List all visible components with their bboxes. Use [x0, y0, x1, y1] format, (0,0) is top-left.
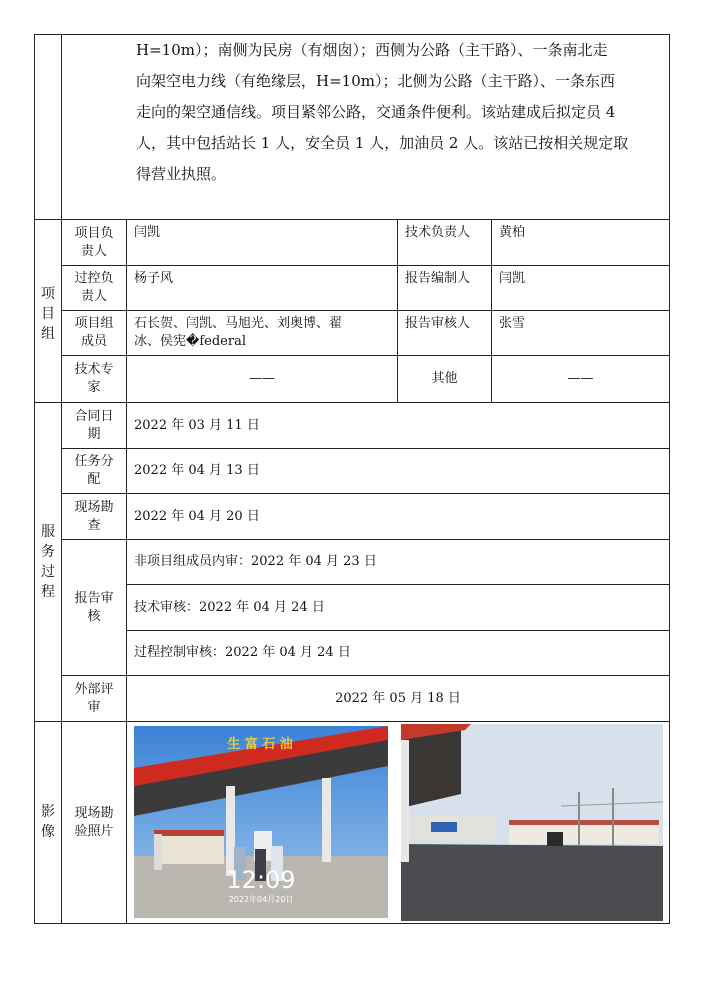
value-technical-expert: ——	[249, 371, 275, 386]
value-project-leader: 闫凯	[134, 225, 161, 240]
value-internal-review: 非项目组成员内审：2022 年 04 月 23 日	[134, 554, 377, 569]
description-line: 走向的架空通信线。项目紧邻公路，交通条件便利。该站建成后拟定员 4	[136, 103, 616, 121]
photo-time-overlay: 12:09	[226, 866, 296, 894]
description-line: H=10m）；南侧为民房（有烟囱）；西侧为公路（主干路）、一条南北走	[136, 41, 608, 59]
section-label-imagery: 影 像	[41, 804, 55, 840]
value-report-reviewer: 张雪	[499, 316, 526, 331]
label-process-control-leader: 过控负责人	[74, 271, 114, 304]
value-technical-review: 技术审核：2022 年 04 月 24 日	[134, 599, 325, 615]
description-line: 向架空电力线（有绝缘层，H=10m）；北侧为公路（主干路）、一条东西	[136, 72, 615, 90]
label-task-assignment: 任务分配	[74, 454, 114, 487]
label-technical-leader: 技术负责人	[405, 225, 471, 240]
value-report-author: 闫凯	[499, 271, 526, 286]
label-site-survey: 现场勘查	[74, 499, 114, 533]
label-technical-expert: 技术专家	[74, 362, 114, 395]
value-contract-date: 2022 年 03 月 11 日	[134, 417, 260, 433]
section-label-service-process: 服 务 过 程	[41, 524, 55, 600]
value-process-control-leader: 杨子风	[134, 271, 174, 286]
label-site-photos: 现场勘验照片	[74, 805, 114, 839]
description-line: 人，其中包括站长 1 人，安全员 1 人，加油员 2 人。该站已按相关规定取	[136, 134, 629, 152]
section-label-project-group: 项 目 组	[41, 286, 55, 342]
report-table	[34, 34, 670, 924]
value-technical-leader: 黄柏	[499, 225, 526, 240]
label-report-reviewer: 报告审核人	[405, 316, 471, 331]
label-project-members: 项目组成员	[74, 316, 114, 349]
site-photo-1	[134, 726, 388, 918]
value-project-members: 石长贺、闫凯、马旭光、刘奥博、翟冰、侯宪�federal	[134, 316, 343, 349]
value-task-assignment: 2022 年 04 月 13 日	[134, 463, 260, 478]
label-external-review: 外部评审	[74, 681, 114, 715]
canopy-sign: 生 富 石 油	[227, 737, 293, 752]
gas-station-photo-2	[401, 724, 663, 921]
site-photo-2	[401, 724, 663, 921]
label-project-leader: 项目负责人	[74, 225, 114, 259]
description-line: 得营业执照。	[136, 165, 227, 183]
label-report-author: 报告编制人	[405, 271, 471, 286]
description-paragraph	[136, 35, 662, 190]
label-contract-date: 合同日期	[74, 408, 114, 442]
label-other: 其他	[431, 371, 458, 386]
value-external-review: 2022 年 05 月 18 日	[335, 690, 461, 706]
value-site-survey: 2022 年 04 月 20 日	[134, 508, 260, 524]
value-process-control-review: 过程控制审核：2022 年 04 月 24 日	[134, 645, 351, 660]
photo-date-overlay: 2022年04月20日	[228, 895, 294, 904]
value-other: ——	[567, 371, 594, 386]
label-report-review: 报告审核	[74, 590, 114, 624]
gas-station-photo-1	[134, 726, 388, 918]
